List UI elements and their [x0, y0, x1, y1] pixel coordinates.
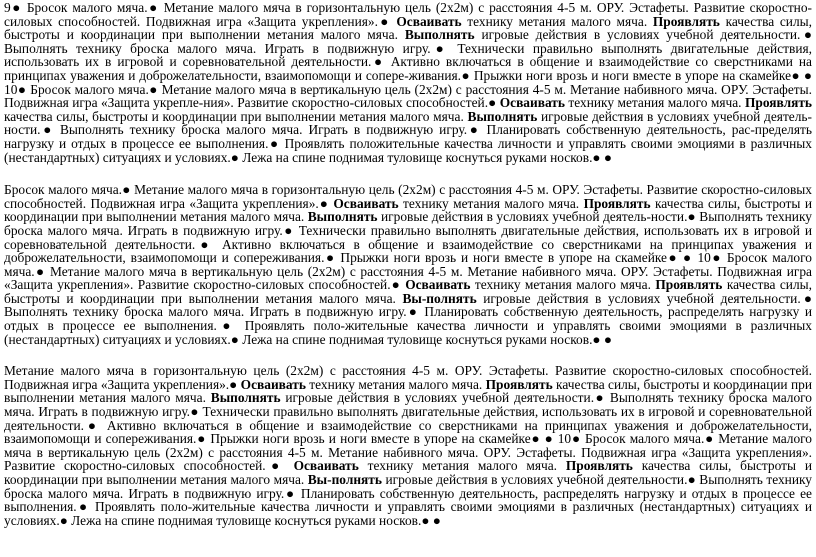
keyword-bold: Проявлять	[655, 277, 723, 293]
keyword-bold: Выполнять	[404, 27, 475, 43]
text-run: игровые действия в условиях учебной деятель-ности.● Выполнять технику броска малого мяча. Играть в подвижную игру.● Планировать собственную деятельность, рас-пределять нагрузку и отдых в процессе ее выполнения.● Проявлять положительные качества личности и управлять своими эмоциями в различных (нестандартных) ситуациях и условиях.● Лежа на спине поднимая туловище коснуться руками носков.● ●	[4, 108, 812, 165]
text-run: технику метания малого мяча.	[358, 458, 566, 474]
text-run: качества силы, быстроты и координации при выполнении метания малого мяча.	[4, 458, 812, 487]
paragraph-3	[4, 364, 812, 527]
text-run: технику метания малого мяча.	[398, 195, 584, 211]
text-run: качества силы, быстроты и координации при выполнении метания малого мяча.	[4, 195, 812, 225]
text-run: качества силы, быстроты и координации при выполнении метания малого мяча.	[4, 13, 812, 43]
keyword-bold: Выполнять	[307, 209, 378, 225]
text-run: технику метания малого мяча.	[564, 95, 745, 111]
keyword-bold: Осваивать	[405, 277, 471, 293]
text-run: игровые действия в условиях учебной деятель-ности.● Выполнять технику броска малого мяча. Играть в подвижную игру.● Технически правильно выполнять двигательные действия, использовать их в игровой и соревновательной деятельности.● Активно включаться в общение и взаимодействие со сверстниками на принципах уважения и доброжелательности, взаимопомощи и сопереживания.● Прыжки ноги врозь и ноги вместе в упоре на скамейке● ● 10● Бросок малого мяча.● Метание малого мяча в вертикальную цель (2х2м) с расстояния 4-5 м. Метание набивного мяча. ОРУ. Эстафеты. Подвижная игра «Защита укрепления». Развитие скоростно-силовых способностей.●	[4, 209, 812, 293]
text-run: игровые действия в условиях учебной деятельности.● Выполнять технику броска малого мяча. Играть в подвижную игру.● Технически правильно выполнять двигательные действия, использовать их в игровой и соревновательной деятельности.● Активно включаться в общение и взаимодействие со сверстниками на принципах уважения и доброжелательности, взаимопомощи и сопере-живания.● Прыжки ноги врозь и ноги вместе в упоре на скамейке● ● 10● Бросок малого мяча.● Метание малого мяча в вертикальную цель (2х2м) с расстояния 4-5 м. Метание набивного мяча. ОРУ. Эстафеты. Подвижная игра «Защита укрепле-ния». Развитие скоростно-силовых способностей.●	[4, 27, 812, 111]
text-run: технику метания малого мяча.	[305, 376, 486, 392]
keyword-bold: Проявлять	[744, 95, 812, 111]
text-run: технику метания малого мяча.	[470, 277, 656, 293]
text-run: 9● Бросок малого мяча.● Метание малого мяча в горизонтальную цель (2х2м) с расстояния 4-5 м. ОРУ. Эстафеты. Развитие скоростно-силовых способностей. Подвижная игра «Защита укрепления».●	[4, 0, 812, 29]
text-run: игровые действия в условиях учебной деятельности.● Выполнять технику броска малого мяча. Играть в подвижную игру.● Планировать собственную деятельность, распределять нагрузку и отдых в процессе ее выполнения.● Проявлять поло-жительные качества личности и управлять своими эмоциями в различных (нестандартных) ситуациях и условиях.● Лежа на спине поднимая туловище коснуться руками носков.● ●	[4, 290, 812, 347]
keyword-bold: Осваивать	[240, 376, 306, 392]
keyword-bold: Вы-полнять	[307, 472, 382, 487]
text-run: качества силы, быстроты и координации при выполнении метания малого мяча.	[4, 277, 812, 306]
text-run: качества силы, быстроты и координации при выполнении метания малого мяча.	[4, 108, 468, 124]
keyword-bold: Осваивать	[396, 13, 462, 29]
keyword-bold: Осваивать	[333, 195, 399, 211]
keyword-bold: Проявлять	[652, 13, 720, 29]
keyword-bold: Выполнять	[210, 390, 281, 406]
keyword-bold: Проявлять	[565, 458, 633, 474]
keyword-bold: Осваивать	[293, 458, 359, 474]
keyword-bold: Осваивать	[499, 95, 565, 111]
text-run: Метание малого мяча в горизонтальную цель (2х2м) с расстояния 4-5 м. ОРУ. Эстафеты. Развитие скоростно-силовых способностей. Подвижная игра «Защита укрепления».●	[4, 363, 812, 392]
keyword-bold: Вы-полнять	[402, 290, 477, 306]
text-run: качества силы, быстроты и координации при выполнении метания малого мяча.	[4, 376, 812, 406]
keyword-bold: Проявлять	[485, 376, 553, 392]
paragraph-spacer	[4, 346, 812, 364]
text-run: игровые действия в условиях учебной деятельности.● Выполнять технику броска малого мяча. Играть в подвижную игру.● Технически правильно выполнять двигательные действия, использовать их в игровой и соревновательной деятельности.● Активно включаться в общение и взаимодействие со сверстниками на принципах уважения и доброжелательности, взаимопомощи и сопереживания.● Прыжки ноги врозь и ноги вместе в упоре на скамейке● ● 10● Бросок малого мяча.● Метание малого мяча в вертикальную цель (2х2м) с расстояния 4-5 м. Метание набивного мяча. ОРУ. Эстафеты. Подвижная игра «Защита укрепления». Развитие скоростно-силовых способностей.●	[4, 390, 812, 474]
text-run: Бросок малого мяча.● Метание малого мяча в горизонтальную цель (2х2м) с расстояния 4-5 м. ОРУ. Эстафеты. Развитие скоростно-силовых способностей. Подвижная игра «Защита укрепления».●	[4, 182, 812, 211]
paragraph-2	[4, 183, 812, 346]
text-run: технику метания малого мяча.	[461, 13, 653, 29]
paragraph-1	[4, 0, 812, 164]
paragraph-spacer	[4, 164, 812, 183]
keyword-bold: Выполнять	[467, 108, 538, 124]
keyword-bold: Проявлять	[583, 195, 651, 211]
text-run: игровые действия в условиях учебной деятельности.● Выполнять технику броска малого мяча. Играть в подвижную игру.● Планировать собственную деятельность, распределять нагрузку и отдых в процессе ее выполнения.● Проявлять поло-жительные качества личности и управлять своими эмоциями в различных (нестандартных) ситуациях и условиях.● Лежа на спине поднимая туловище коснуться руками носков.● ●	[4, 472, 812, 528]
